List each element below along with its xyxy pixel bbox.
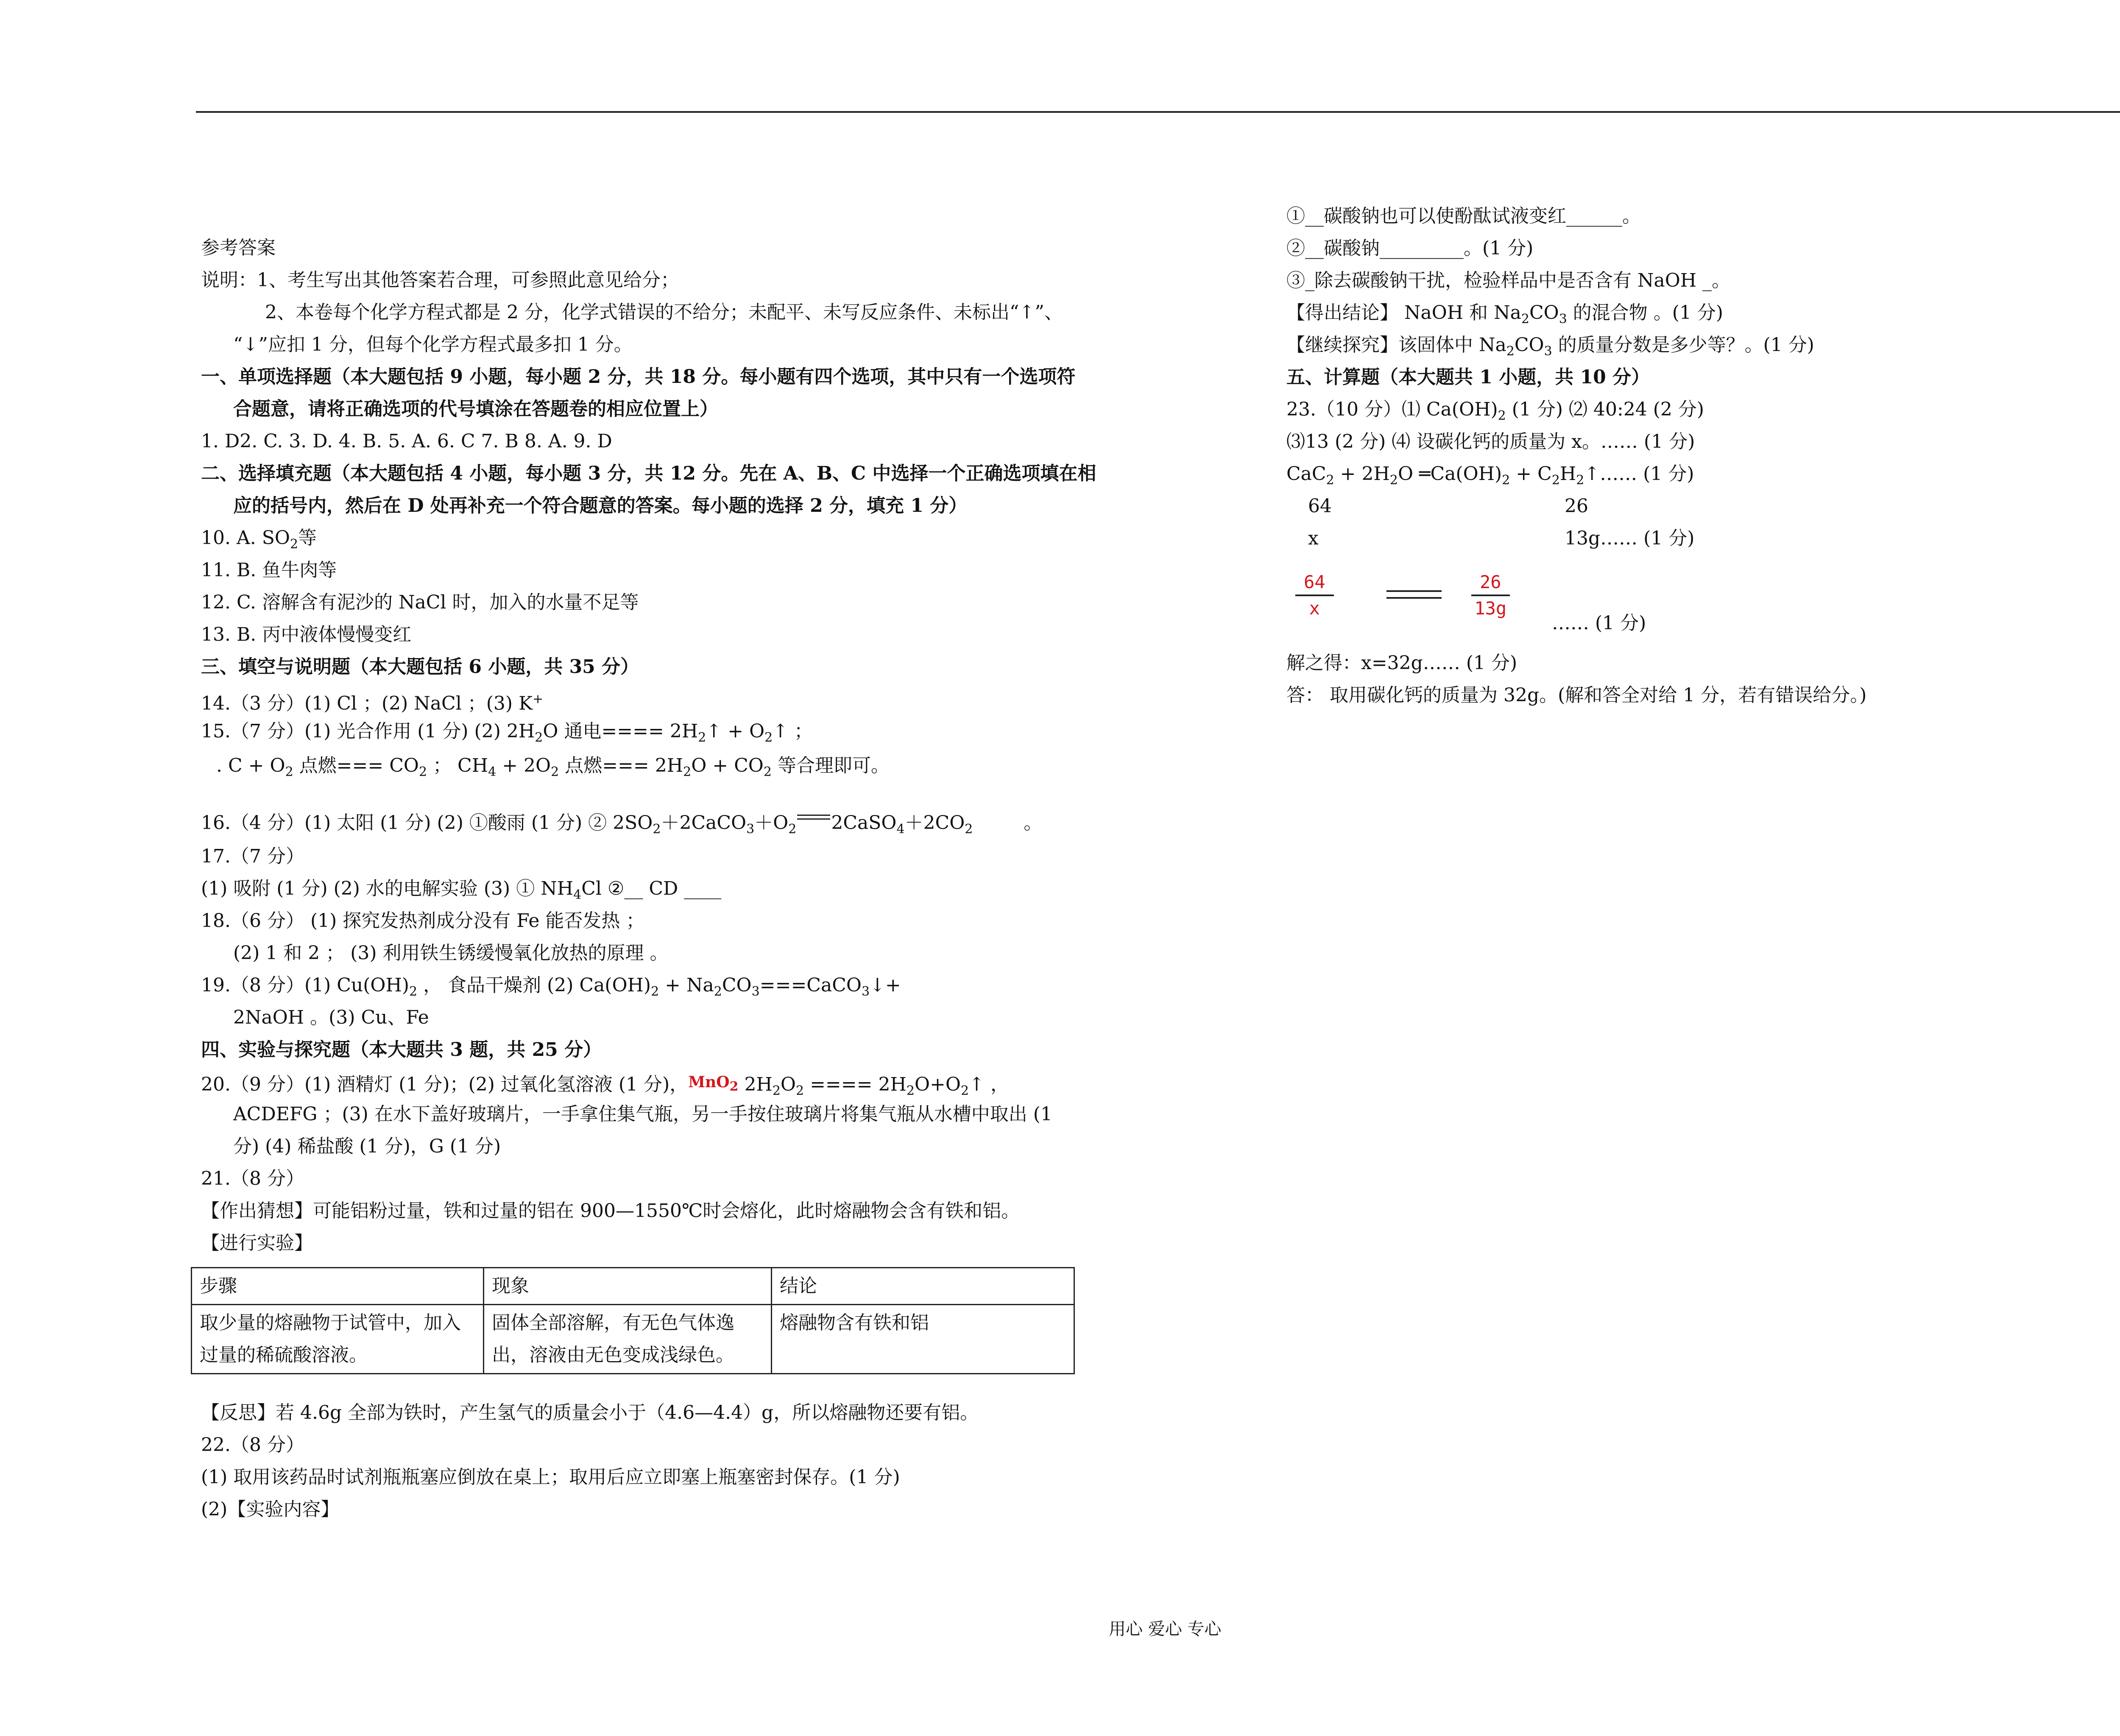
section-5-heading: 五、计算题（本大题共 1 小题，共 10 分） (1286, 366, 1650, 388)
answer-20: 20.（9 分）(1) 酒精灯 (1 分)；(2) 过氧化氢溶液 (1 分)，MnO$_2$ $2H_2O_2$ ==== $2H_2O+O_2↑$ ， (201, 1073, 1009, 1098)
answer-12: 12. C. 溶解含有泥沙的 NaCl 时，加入的水量不足等 (201, 592, 639, 613)
experiment-label: 【进行实验】 (201, 1232, 313, 1254)
answer-10: 10. A. $SO_2$等 (201, 527, 317, 552)
table-header: 现象 (484, 1268, 772, 1305)
reaction-equation: $CaC_2 + 2H_2O$ $═Ca(OH)_2$ + $C_2H_2↑\dots\dots$ (1 分) (1286, 463, 1694, 488)
right-line-2: ②__碳酸钠_________。(1 分) (1286, 237, 1534, 259)
answer-11: 11. B. 鱼牛肉等 (201, 559, 337, 581)
conclusion-line: 【得出结论】 NaOH 和 $Na_2CO_3$ 的混合物 。(1 分) (1286, 302, 1724, 327)
answer-16: 16.（4 分）(1) 太阳 (1 分) (2) ①酸雨 (1 分) ② $2SO_2+2CaCO_3+O_2$ $2CaSO_4+2CO_2$ 。 (201, 812, 1043, 837)
section-1-heading-cont: 合题意，请将正确选项的代号填涂在答题卷的相应位置上） (233, 398, 718, 420)
table-cell-step: 取少量的熔融物于试管中，加入过量的稀硫酸溶液。 (192, 1305, 484, 1374)
experiment-table (191, 1267, 1075, 1374)
answer-14: 14.（3 分）(1) Cl ；(2) NaCl ；(3) K+ (201, 692, 544, 714)
answer-17: 17.（7 分） (201, 846, 304, 867)
answer-19-cont: 2NaOH 。(3) Cu、Fe (233, 1007, 429, 1028)
header-rule (196, 111, 2120, 113)
table-header: 结论 (772, 1268, 1074, 1305)
answer-20-cont: ACDEFG ；(3) 在水下盖好玻璃片，一手拿住集气瓶，另一手按住玻璃片将集气瓶从水槽中取出 (1 (233, 1103, 1052, 1125)
molar-mass-c2h2: 26 (1565, 495, 1588, 517)
answer-23-cont: ⑶13 (2 分) ⑷ 设碳化钙的质量为 x。…… (1 分) (1286, 431, 1695, 452)
equals-bar-bottom (1386, 597, 1442, 599)
ratio-fraction-right: $\frac{26}{13g}$ (1471, 570, 1510, 621)
answer-22-2: (2)【实验内容】 (201, 1499, 340, 1520)
mno2-catalyst-label: MnO$_2$ (688, 1073, 739, 1094)
section-1-heading: 一、单项选择题（本大题包括 9 小题，每小题 2 分，共 18 分。每小题有四个选项，其中只有一个选项符 (201, 366, 1076, 388)
table-row (192, 1305, 1074, 1374)
molar-mass-cac2: 64 (1308, 495, 1332, 517)
section-3-heading: 三、填空与说明题（本大题包括 6 小题，共 35 分） (201, 656, 639, 678)
answer-22: 22.（8 分） (201, 1434, 304, 1456)
right-line-3: ③_除去碳酸钠干扰，检验样品中是否含有 NaOH _。 (1286, 270, 1731, 291)
section-2-heading-cont: 应的括号内，然后在 D 处再补充一个符合题意的答案。每小题的选择 2 分，填充 1 分） (233, 495, 968, 516)
right-line-1: ①__碳酸钠也可以使酚酞试液变红______。 (1286, 205, 1641, 227)
answer-21: 21.（8 分） (201, 1168, 304, 1189)
hypothesis: 【作出猜想】可能铝粉过量，铁和过量的铝在 900—1550℃时会熔化，此时熔融物会含有铁和铝。 (201, 1200, 1020, 1222)
section-1-answers: 1. D2. C. 3. D. 4. B. 5. A. 6. C 7. B 8. A. 9. D (201, 430, 612, 452)
answer-19: 19.（8 分）(1) $Cu(OH)_2$ ， 食品干燥剂 (2) $Ca(OH)_2$ + $Na_2CO_3===CaCO_3↓+$ (201, 974, 901, 999)
answer-13: 13. B. 丙中液体慢慢变红 (201, 624, 412, 645)
table-cell-conclusion: 熔融物含有铁和铝 (772, 1305, 1074, 1374)
table-header: 步骤 (192, 1268, 484, 1305)
answer-15: 15.（7 分）(1) 光合作用 (1 分) (2) $2H_2O$ 通电==== $2H_2↑$ + $O_2↑$ ； (201, 720, 813, 745)
answer-22-1: (1) 取用该药品时试剂瓶瓶塞应倒放在桌上；取用后应立即塞上瓶塞密封保存。(1 分) (201, 1466, 900, 1488)
section-2-heading: 二、选择填充题（本大题包括 4 小题，每小题 3 分，共 12 分。先在 A、B、C 中选择一个正确选项填在相 (201, 463, 1096, 484)
final-answer: 答： 取用碳化钙的质量为 32g。(解和答全对给 1 分，若有错误给分。) (1286, 684, 1867, 706)
ratio-fraction-left: $\frac{64}{x}$ (1295, 570, 1334, 621)
page-title: 参考答案 (201, 237, 276, 259)
answer-18: 18.（6 分） (1) 探究发热剂成分没有 Fe 能否发热 ； (201, 910, 645, 932)
unknown-x: x (1308, 527, 1319, 549)
fraction-score: …… (1 分) (1552, 612, 1646, 634)
section-4-heading: 四、实验与探究题（本大题共 3 题，共 25 分） (201, 1039, 602, 1061)
note-3: “↓”应扣 1 分，但每个化学方程式最多扣 1 分。 (233, 334, 633, 355)
answer-18-cont: (2) 1 和 2 ； (3) 利用铁生锈缓慢氧化放热的原理 。 (233, 942, 669, 964)
note-1: 说明：1、考生写出其他答案若合理，可参照此意见给分； (201, 269, 679, 291)
reflection: 【反思】若 4.6g 全部为铁时，产生氢气的质量会小于（4.6—4.4）g，所以熔融物还要有铝。 (201, 1402, 979, 1423)
solution-line: 解之得：x=32g…… (1 分) (1286, 652, 1517, 674)
table-header-row (192, 1268, 1074, 1305)
mass-c2h2: 13g…… (1 分) (1565, 527, 1695, 549)
answer-23: 23.（10 分）⑴ $Ca(OH)_2$ (1 分) ⑵ 40:24 (2 分) (1286, 399, 1704, 423)
equals-bar-top (1386, 590, 1442, 592)
table-cell-phenomenon: 固体全部溶解，有无色气体逸出，溶液由无色变成浅绿色。 (484, 1305, 772, 1374)
further-inquiry-line: 【继续探究】该固体中 $Na_2CO_3$ 的质量分数是多少等？。(1 分) (1286, 334, 1814, 359)
answer-15-cont: . $C + O_2$ 点燃=== $CO_2$ ； $CH_4 + 2O_2$ 点燃=== $2H_2O + CO_2$ 等合理即可。 (216, 755, 890, 779)
footer-motto: 用心 爱心 专心 (1109, 1619, 1222, 1639)
answer-20-cont-2: 分) (4) 稀盐酸 (1 分)，G (1 分) (233, 1136, 501, 1157)
note-2: 2、本卷每个化学方程式都是 2 分，化学式错误的不给分；未配平、未写反应条件、未标出“↑”、 (265, 301, 1063, 323)
answer-17-cont: (1) 吸附 (1 分) (2) 水的电解实验 (3) ① $NH_4Cl$ ②__ CD ____ (201, 878, 722, 902)
